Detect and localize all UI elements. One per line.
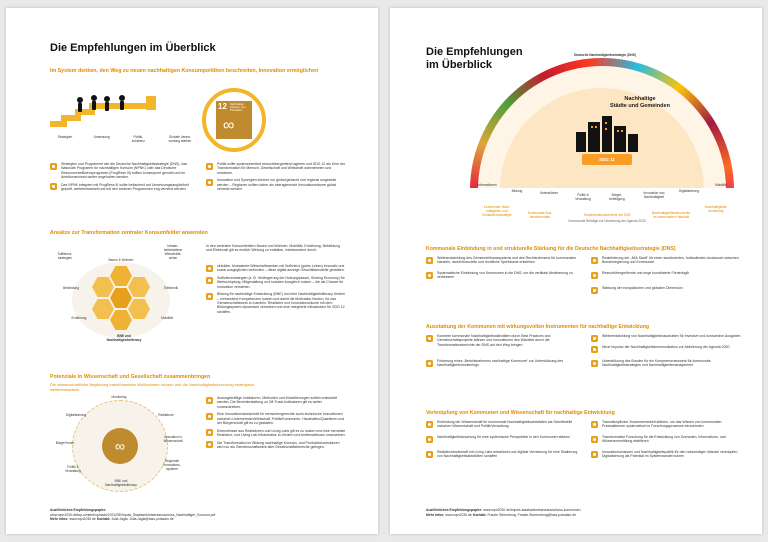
bullet-item: Transformative Forschung für die Entwicklung von Szenarien, Informations- und Wissensvermittlung etablieren bbox=[591, 435, 744, 444]
right-page bbox=[390, 8, 762, 534]
bullet-icon bbox=[206, 277, 213, 284]
ring-label-politik: Politik & Verwaltung bbox=[65, 465, 81, 473]
sdg12-number: 12 bbox=[218, 102, 227, 111]
bullet-item: Systematische Einbindung von Kommunen in die DNS, um die vertikale Abstimmung zu verbessern bbox=[426, 271, 579, 280]
icon-label-digitalisierung: Digitalisierung bbox=[678, 189, 700, 193]
icon-label-unterstuetzen: Unterstützen bbox=[539, 191, 559, 195]
hex-label-bekleidung: Bekleidung bbox=[63, 286, 79, 290]
ring-label-monitoring: Monitoring bbox=[111, 395, 127, 399]
hex-label-suffizienz: Suffizienz- strategien bbox=[57, 252, 73, 260]
bullet-icon bbox=[426, 451, 433, 458]
city-title: Nachhaltige Städte und Gemeinden bbox=[610, 96, 670, 109]
section-wissenschaft bbox=[426, 410, 744, 462]
left-footer bbox=[50, 508, 360, 522]
section-heading: Kommunale Einbindung in und strukturelle Stärkung für die Deutsche Nachhaltigkeitsstrategie (DNS) bbox=[426, 246, 676, 252]
infinity-icon: ∞ bbox=[102, 428, 138, 464]
potenziale-heading: Potenziale in Wissenschaft und Gesellschaft zusammenbringen bbox=[50, 374, 211, 380]
bullet-item: Einbindung der Wissenschaft für kommunale Nachhaltigkeitsaktivitäten als Schnittstelle zwischen Wissenschaft und Politik/Verwaltung bbox=[426, 420, 579, 429]
bullet-icon bbox=[591, 335, 598, 342]
bullet-icon bbox=[426, 436, 433, 443]
footer-url-link[interactable]: www.wpn2030.de/impuls-staatssekretaersausschuss-kommunen bbox=[483, 508, 581, 512]
bullet-icon bbox=[591, 360, 598, 367]
ring-label-innovation: Innovation in Wissenschaft bbox=[163, 435, 183, 443]
bullet-icon bbox=[426, 257, 433, 264]
bullet-icon bbox=[206, 179, 213, 186]
footer-info-link[interactable]: www.wpn2030.de bbox=[445, 512, 472, 517]
hex-label-bauen: Bauen & Wohnen bbox=[108, 258, 134, 262]
ring-label-regionale: Regionale Innovations- systeme bbox=[163, 459, 181, 471]
bullet-icon bbox=[206, 163, 213, 170]
bullet-item: zirkuläre, biobasierte Wirtschaftsweisen mit Suffizienz (gutes Leben) innovativ und sozial ausgeglichen verbinden – diese digital anzeige Geschäftsmodelle gestalten. bbox=[206, 264, 346, 273]
bullet-icon bbox=[206, 397, 213, 404]
intro-bullets-right bbox=[206, 162, 346, 195]
bullet-item: Ressortübergreifende und enge koordinierte Förderlogik bbox=[591, 271, 744, 280]
bullet-item: Strategien und Programme wie die Deutsche Nachhaltigkeitsstrategie (DNS), das Nationale Programm für nachhaltigen Konsum (NPNK) oder das Deutsche Ressourceneffizienzprogramm (ProgRess III) sollten konsequent genutzt und im Ambitionsniveau weiter angehoben werden. bbox=[50, 162, 198, 179]
bullet-item: Das NPNK integriert mit ProgRess III sollte fortlaufend auf Umsetzungstauglichkeit geprüft, weiterentwickelt und mit den anderen Programmen eng vernetzt werden. bbox=[50, 183, 198, 192]
bullet-icon bbox=[591, 257, 598, 264]
right-footer bbox=[426, 508, 744, 517]
footer-info-label: Mehr Infos: bbox=[50, 517, 69, 522]
bullet-icon bbox=[206, 429, 213, 436]
left-page bbox=[6, 8, 378, 534]
bullet-item: Innovation und Synergien können nur global gedacht und regional umgesetzt werden – Regionen sollten daher als interagierende Innovationsräume global vernetzt werden. bbox=[206, 178, 346, 191]
bullet-item: Unterstützung des Bundes für ein Kompetenznetzwerk für kommunale Nachhaltigkeitsstrategien und Nachhaltigkeitsmanagement bbox=[591, 359, 744, 368]
potenziale-bullets bbox=[206, 396, 346, 453]
bullet-icon bbox=[206, 293, 213, 300]
ring-label-bürger: Bürger*innen bbox=[55, 441, 75, 445]
bullet-icon bbox=[426, 360, 433, 367]
sdg12-badge bbox=[216, 101, 252, 139]
konsum-heading: Ansätze zur Transformation zentraler Konsumfelder anwenden bbox=[50, 230, 208, 236]
sdg12-title: Nachhaltige Konsum- und Produktion bbox=[230, 103, 246, 112]
konsum-intro: In den zentralen Konsumfeldern Bauen und Wohnen, Mobilität, Ernährung, Bekleidung und Elektronik gilt es endlich Wirkung zu entfalten, insbesondere durch: bbox=[206, 244, 340, 253]
bullet-icon bbox=[206, 413, 213, 420]
hexagon-cluster bbox=[46, 244, 196, 354]
icon-label-politik: Politik & Verwaltung bbox=[575, 193, 591, 201]
sdg11-label: SDG 11 bbox=[582, 154, 632, 165]
bullet-icon bbox=[591, 346, 598, 353]
base-label-haushalt: Nachhaltigkeitsinstrumente im kommunalen Haushalt bbox=[651, 211, 691, 219]
bullet-item: Weiterentwicklung von Nachhaltigkeitshaushalten für investive und konsumtive Ausgaben bbox=[591, 334, 744, 342]
bullet-item: Nachhaltigkeitsforschung für eine systemische Perspektive in den Kommunen stärken bbox=[426, 435, 579, 444]
icon-label-informationen: Informationen bbox=[477, 183, 497, 187]
bullet-icon bbox=[206, 265, 213, 272]
bullet-item: Stärkung der europäischen und globalen Dimension bbox=[591, 286, 744, 294]
footer-contact-label: Kontakt: bbox=[472, 512, 487, 517]
section-ausstattung bbox=[426, 324, 744, 371]
footer-info-label: Mehr Infos: bbox=[426, 512, 445, 517]
bullet-item: Transdisziplinäre Zusammenarbeit stärken, um das Wissen von kommunalen Praxisakteuren systematisch in Forschungsprozesse einzubinden bbox=[591, 420, 744, 429]
flow-label-globale-verantwortung: Globale Verant- wortung stärken bbox=[168, 135, 192, 143]
left-page-title: Die Empfehlungen im Überblick bbox=[50, 42, 216, 54]
arc-label-dns: Deutsche Nachhaltigkeitsstrategie (DNS) bbox=[574, 53, 636, 57]
bullet-icon bbox=[591, 436, 598, 443]
bullet-icon bbox=[426, 272, 433, 279]
bullet-item: Suffizienzstrategien (z. B. Verlängerung der Nutzungsdauer, Sharing Economy) für Wertschöpfung, Mitgestaltung und sozialen Ausgleich nutzen – die als Chance für Innovation verstehen. bbox=[206, 276, 346, 289]
footer-contact[interactable]: Julia Jagla, Julia.Jagla@iass-potsdam.de bbox=[111, 517, 174, 522]
footer-info-link[interactable]: www.wpn2030.de bbox=[69, 517, 96, 522]
bullet-item: Reallaborlandschaft mit Living Labs entwickeln und digitale Vernetzung für eine Skalierung von Nachhaltigkeitsaktivitäten schaffen bbox=[426, 450, 579, 459]
base-label-austausch: Kommunale Aus- tauschformate bbox=[527, 211, 553, 219]
icon-label-mobilitaet: Mobilität bbox=[715, 183, 727, 187]
bullet-item: Aussagekräftige Indikatoren, Methoden und Modellierungen sollten entwickelt werden. Die Berichterstattung zu Off-Track-Indikatoren gilt es weiter voranzutreiben. bbox=[206, 396, 346, 409]
footer-label: Ausführliches Empfehlungspapier: bbox=[50, 508, 107, 512]
flow-label-strategien: Strategien bbox=[57, 135, 73, 139]
base-label-monitoring: Nachhaltigkeits- monitoring bbox=[704, 205, 728, 213]
hex-label-wirtschaftsweise: Infrastr., beibehaltene Wirtschafts- weise bbox=[163, 244, 183, 260]
ring-label-bne: BNE und Nachhaltigkeitsliteracy bbox=[105, 479, 137, 487]
ring-label-digitalisierung: Digitalisierung bbox=[65, 413, 87, 417]
footer-label: Ausführliches Empfehlungspapier: bbox=[426, 508, 483, 512]
bullet-item: Konkrete kommunale Nachhaltigkeitsaktivitäten durch Best Practices und Gemeinschaftsprojekte stärken und Innovationen des Wandels durch die Transformationsberichte der DNS auf den Weg bringen bbox=[426, 334, 579, 353]
bullet-item: Reaktivierung der „IMA Stadt“ für einen strukturierten, fortlaufenden Austausch zwischen Bundesregierung und Kommunen bbox=[591, 256, 744, 265]
bullet-item: Politik sollte systemorientiert ressortübergreifend agieren und SDG 12 als Kern der Transformation für Mensch, Gesellschaft und Wirtschaft wahrnehmen und umsetzen. bbox=[206, 162, 346, 175]
intro-heading: Im System denken, den Weg zu neuen nachhaltigen Konsumpolitiken beschreiten, Innovation ermöglichen bbox=[50, 68, 319, 74]
footer-url-link[interactable]: www.wpn2030.de/wp-content/uploads/2021/05/Impuls_Staatssekretaersausschuss_Nachhaltiger_Konsum.pdf bbox=[50, 512, 216, 517]
infinity-icon: ∞ bbox=[223, 117, 235, 134]
base-label-transformationsberichte: Transformationsberichte der DNS bbox=[583, 213, 631, 217]
potenziale-subheading: Die wissenschaftliche Begleitung transformativer Maßnahmen sichern und die Nachhaltigkeitsforschung strategisch weiterentwickeln bbox=[50, 382, 255, 392]
right-page-title: Die Empfehlungen im Überblick bbox=[426, 46, 523, 71]
section-heading: Verknüpfung von Kommunen und Wissenschaft für nachhaltige Entwicklung bbox=[426, 410, 615, 416]
bullet-item: Bildung für nachhaltige Entwicklung (BNE) und eine Nachhaltigkeitsliteracy fördern – vorhandene Kompetenzen nutzen und damit die Motivation fördern, für das Gemeinschaftswerk zu handeln. Realisiere und Innovationsräume mit dem Bildungssystem dynamisch vernetzen und eine integrierte Infrastruktur für SDG 12 schaffen. bbox=[206, 292, 346, 313]
bullet-item: Innovationschancen und Nachhaltigkeitspolitik für den notwendigen Wandel verknüpfen, Digitalisierung als Potential im Systemwandel nutzen bbox=[591, 450, 744, 459]
potenziale-ring-diagram bbox=[50, 396, 190, 496]
flow-label-umsetzung: Umsetzung bbox=[93, 135, 110, 139]
footer-contact[interactable]: Frauke Stürenburg, Frauke.Stuerenburg@iass-potsdam.de bbox=[487, 512, 577, 517]
bullet-item: Eine Innovationslandschaft für menschengerechte sozio-technische Innovationen zwischen Unternehmen/Wirtschaft, Politik/Kommunen, Haushalten/Quartieren und der Bürgerschaft gilt es zu gestalten. bbox=[206, 412, 346, 425]
bullet-icon bbox=[50, 183, 57, 190]
section-einbindung bbox=[426, 246, 744, 297]
hex-label-ernaehrung: Ernährung bbox=[71, 316, 87, 320]
bullet-item: Weiterentwicklung des Gemeindefinanzsystems und des Rechtsrahmens für kommunales Handeln, damit finanzielle und rechtliche Spielräume entstehen bbox=[426, 256, 579, 265]
hex-label-elektronik: Elektronik bbox=[164, 286, 178, 290]
bullet-icon bbox=[206, 441, 213, 448]
hex-label-bne: BNE und Nachhaltigkeitsliteracy bbox=[106, 334, 142, 342]
icon-label-innovation: Innovation und Nachhaltigkeit bbox=[643, 191, 665, 199]
icon-label-bildung: Bildung bbox=[511, 189, 523, 193]
intro-bullets-left bbox=[50, 162, 198, 195]
bullet-icon bbox=[591, 272, 598, 279]
konsum-bullets bbox=[206, 264, 346, 317]
bullet-item: Förderung eines „Berichtsrahmens nachhaltige Kommune“ zur Unterstützung des Nachhaltigkeitsmonitorings bbox=[426, 359, 579, 368]
hex-label-mobilitaet: Mobilität bbox=[161, 316, 173, 320]
icon-label-buerger: Bürger- beteiligung bbox=[609, 193, 625, 201]
bullet-icon bbox=[50, 163, 57, 170]
bullet-icon bbox=[426, 335, 433, 342]
footer-contact-label: Kontakt: bbox=[96, 517, 111, 522]
bullet-icon bbox=[591, 421, 598, 428]
city-skyline bbox=[566, 114, 656, 154]
bullet-icon bbox=[426, 421, 433, 428]
bullet-icon bbox=[591, 287, 598, 294]
bullet-item: Neue Impulse der Nachhaltigkeitskommunikation zur Aktivierung der Agenda 2030 bbox=[591, 345, 744, 353]
walking-people-illustration bbox=[50, 94, 180, 138]
base-center-label: Kommunale Beiträge zur Umsetzung der Agenda 2030 bbox=[568, 219, 646, 223]
bullet-icon bbox=[591, 451, 598, 458]
bullet-item: Die Transformation im Bildung nachhaltige Konsum- und Produktionsstrukturen wird nur als Gemeinschaftswerk aller Gesellschaftsbereiche gelingen. bbox=[206, 441, 346, 450]
base-label-strategie: Kommunale Nach- haltigkeits- und Klimaschutzstrategie bbox=[482, 205, 512, 217]
section-heading: Ausstattung der Kommunen mit wirkungsvollen Instrumenten für nachhaltige Entwicklung bbox=[426, 324, 650, 330]
bullet-item: Erkenntnisse aus Reallaboren und Living Labs gilt es zu nutzen und eine vernetzte Reallabor- und Living Lab-Infrastruktur zu fördern und breitenwirksam umzusetzen. bbox=[206, 429, 346, 438]
icon-row bbox=[472, 172, 736, 201]
ring-label-reallabore: Reallabore bbox=[158, 413, 174, 417]
flow-label-politikkohaerenz: Politik- kohärenz bbox=[131, 135, 145, 143]
